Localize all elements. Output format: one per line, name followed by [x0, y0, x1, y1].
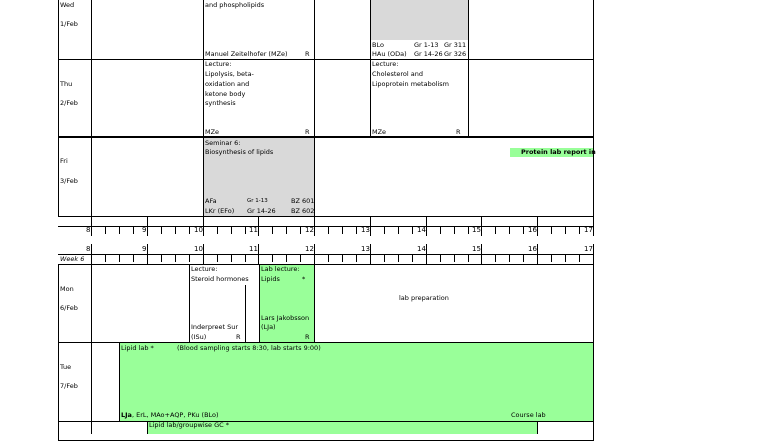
hour-tick [203, 216, 204, 236]
divider [468, 0, 469, 60]
quarter-tick [579, 226, 580, 234]
quarter-tick [217, 226, 218, 234]
lab-preparation: lab preparation [399, 294, 449, 302]
hour-label: 13 [361, 245, 370, 253]
quarter-tick [286, 226, 287, 234]
hour-tick [91, 216, 92, 236]
quarter-tick [412, 226, 413, 234]
divider [91, 60, 92, 137]
hour-tick [593, 216, 594, 236]
hour-label: 12 [305, 245, 314, 253]
lab-title: Lipid lab * [121, 344, 154, 352]
lecture-line: Lipolysis, beta- [205, 70, 254, 78]
hour-label: 15 [472, 245, 481, 253]
hour-label: 13 [361, 226, 370, 234]
quarter-tick [565, 226, 566, 234]
time-ruler [58, 254, 594, 255]
divider [189, 265, 190, 342]
deadline-text: Protein lab report in [521, 148, 596, 156]
quarter-tick [119, 226, 120, 234]
seminar-line: Biosynthesis of lipids [205, 148, 274, 156]
hour-tick [314, 216, 315, 236]
hour-label: 11 [249, 245, 258, 253]
quarter-tick [342, 226, 343, 234]
quarter-tick [161, 254, 162, 262]
day-row-wed [58, 0, 594, 60]
group-range: Gr 1-13 [247, 198, 268, 204]
divider [203, 138, 204, 216]
divider [314, 60, 315, 137]
hour-tick [258, 244, 259, 264]
quarter-tick [398, 254, 399, 262]
lab-staff [121, 411, 219, 421]
quarter-tick [245, 226, 246, 234]
group-room: Gr 311 [444, 41, 467, 49]
quarter-tick [454, 226, 455, 234]
quarter-tick [133, 226, 134, 234]
lecture-line: Lecture: [372, 60, 399, 68]
hour-tick [481, 216, 482, 236]
week-label: Week 6 [60, 255, 85, 263]
group-room: BZ 601 [291, 197, 315, 205]
lecture-line: Lecture: [191, 265, 218, 273]
quarter-tick [384, 254, 385, 262]
star-marker: * [302, 275, 306, 283]
quarter-tick [509, 254, 510, 262]
hour-tick [203, 244, 204, 264]
day-name: Thu [60, 80, 73, 88]
day-date: 1/Feb [60, 20, 78, 28]
hour-tick [370, 216, 371, 236]
quarter-tick [245, 254, 246, 262]
day-date: 2/Feb [60, 99, 78, 107]
divider [119, 343, 120, 421]
hour-tick [481, 244, 482, 264]
quarter-tick [356, 226, 357, 234]
group-room: Gr 326 [444, 50, 467, 58]
hour-label: 12 [305, 226, 314, 234]
quarter-tick [495, 226, 496, 234]
quarter-tick [440, 254, 441, 262]
hour-label: 14 [417, 226, 426, 234]
day-name: Fri [60, 157, 68, 165]
room: R [456, 128, 461, 136]
quarter-tick [105, 226, 106, 234]
quarter-tick [523, 226, 524, 234]
divider [537, 422, 538, 434]
lecturer: (ISu) [191, 333, 207, 341]
lecturer: Inderpreet Sur [191, 323, 239, 331]
day-name: Tue [60, 363, 72, 371]
quarter-tick [551, 254, 552, 262]
quarter-tick [523, 254, 524, 262]
quarter-tick [300, 226, 301, 234]
quarter-tick [119, 254, 120, 262]
divider [314, 0, 315, 60]
quarter-tick [189, 226, 190, 234]
hour-tick [537, 216, 538, 236]
lipid-lab-block [120, 343, 593, 421]
quarter-tick [412, 254, 413, 262]
group-range: Gr 14-26 [247, 207, 276, 215]
time-ruler [58, 226, 594, 227]
room: R [236, 333, 241, 341]
quarter-tick [272, 226, 273, 234]
quarter-tick [454, 254, 455, 262]
quarter-tick [231, 254, 232, 262]
quarter-tick [328, 226, 329, 234]
hour-label: 15 [472, 226, 481, 234]
divider [245, 285, 246, 342]
hour-label: 9 [142, 226, 147, 234]
quarter-tick [565, 254, 566, 262]
quarter-tick [286, 254, 287, 262]
day-row-mon [58, 264, 594, 343]
hour-tick [593, 244, 594, 264]
hour-label: 16 [528, 226, 537, 234]
quarter-tick [342, 254, 343, 262]
group-teacher: HAu (ODa) [372, 50, 407, 58]
hour-label: 10 [194, 226, 203, 234]
hour-label: 9 [142, 245, 147, 253]
quarter-tick [161, 226, 162, 234]
day-name: Mon [60, 285, 74, 293]
quarter-tick [384, 226, 385, 234]
lab-lecture-line: Lab lecture: [261, 265, 300, 273]
lecturer: MZe [372, 128, 387, 136]
hour-tick [537, 244, 538, 264]
group-range: Gr 14-26 [414, 50, 443, 58]
divider [91, 0, 92, 60]
lab-staff-rest: , ErL, MAo+AQP, PKu (BLo) [131, 411, 219, 419]
day-date: 7/Feb [60, 382, 78, 390]
quarter-tick [440, 226, 441, 234]
quarter-tick [509, 226, 510, 234]
divider [468, 60, 469, 137]
hour-tick [370, 244, 371, 264]
lab-lecture-line: Lipids [261, 275, 280, 283]
divider [91, 422, 92, 434]
hour-label: 8 [86, 245, 91, 253]
group-range: Gr 1-13 [414, 41, 439, 49]
quarter-tick [579, 254, 580, 262]
quarter-tick [272, 254, 273, 262]
quarter-tick [468, 226, 469, 234]
lecture-title: and phospholipids [205, 1, 265, 9]
quarter-tick [328, 254, 329, 262]
day-row-thu [58, 59, 594, 137]
divider [203, 0, 204, 60]
quarter-tick [175, 254, 176, 262]
quarter-tick [398, 226, 399, 234]
lecturer: Manuel Zeitelhofer (MZe) [205, 50, 288, 58]
hour-label: 17 [584, 245, 593, 253]
quarter-tick [133, 254, 134, 262]
divider [259, 265, 260, 342]
hour-label: 17 [584, 226, 593, 234]
divider [314, 265, 315, 342]
lecture-line: Steroid hormones [191, 275, 249, 283]
hour-tick [314, 244, 315, 264]
day-date: 6/Feb [60, 304, 78, 312]
room: R [305, 333, 310, 341]
course-lab: Course lab [511, 411, 546, 419]
lab-note: (Blood sampling starts 8:30, lab starts 9:00) [177, 344, 321, 352]
lecture-line: synthesis [205, 99, 236, 107]
quarter-tick [300, 254, 301, 262]
quarter-tick [551, 226, 552, 234]
lecture-line: Lecture: [205, 60, 232, 68]
quarter-tick [175, 226, 176, 234]
lecturer: MZe [205, 128, 220, 136]
quarter-tick [231, 226, 232, 234]
lab-staff-lead: LJa [121, 411, 132, 419]
group-teacher: AFa [205, 197, 217, 205]
quarter-tick [356, 254, 357, 262]
quarter-tick [217, 254, 218, 262]
day-name: Wed [60, 1, 75, 9]
hour-label: 11 [249, 226, 258, 234]
hour-tick [147, 216, 148, 236]
lecture-line: ketone body [205, 90, 246, 98]
divider [147, 422, 148, 434]
divider [91, 343, 92, 421]
lecture-line: Lipoprotein metabolism [372, 80, 449, 88]
group-room: BZ 602 [291, 207, 315, 215]
hour-label: 16 [528, 245, 537, 253]
quarter-tick [105, 254, 106, 262]
divider [203, 60, 204, 137]
group-teacher: BLo [372, 41, 384, 49]
room: R [305, 128, 310, 136]
quarter-tick [189, 254, 190, 262]
divider [370, 60, 371, 137]
lecture-line: oxidation and [205, 80, 250, 88]
quarter-tick [495, 254, 496, 262]
lecturer: Lars Jakobsson [261, 314, 310, 322]
room: R [305, 50, 310, 58]
gc-lab-title: Lipid lab/groupwise GC * [149, 421, 229, 429]
hour-label: 8 [86, 226, 91, 234]
group-teacher: LKr (EFo) [205, 207, 235, 215]
lecturer: (LJa) [261, 323, 276, 331]
hour-label: 14 [417, 245, 426, 253]
quarter-tick [468, 254, 469, 262]
hour-label: 10 [194, 245, 203, 253]
lecture-line: Cholesterol and [372, 70, 423, 78]
hour-tick [258, 216, 259, 236]
hour-tick [426, 216, 427, 236]
hour-tick [147, 244, 148, 264]
hour-tick [426, 244, 427, 264]
divider [91, 265, 92, 342]
seminar-block [371, 0, 468, 40]
day-date: 3/Feb [60, 177, 78, 185]
hour-tick [91, 244, 92, 264]
divider [91, 138, 92, 216]
seminar-line: Seminar 6: [205, 139, 241, 147]
